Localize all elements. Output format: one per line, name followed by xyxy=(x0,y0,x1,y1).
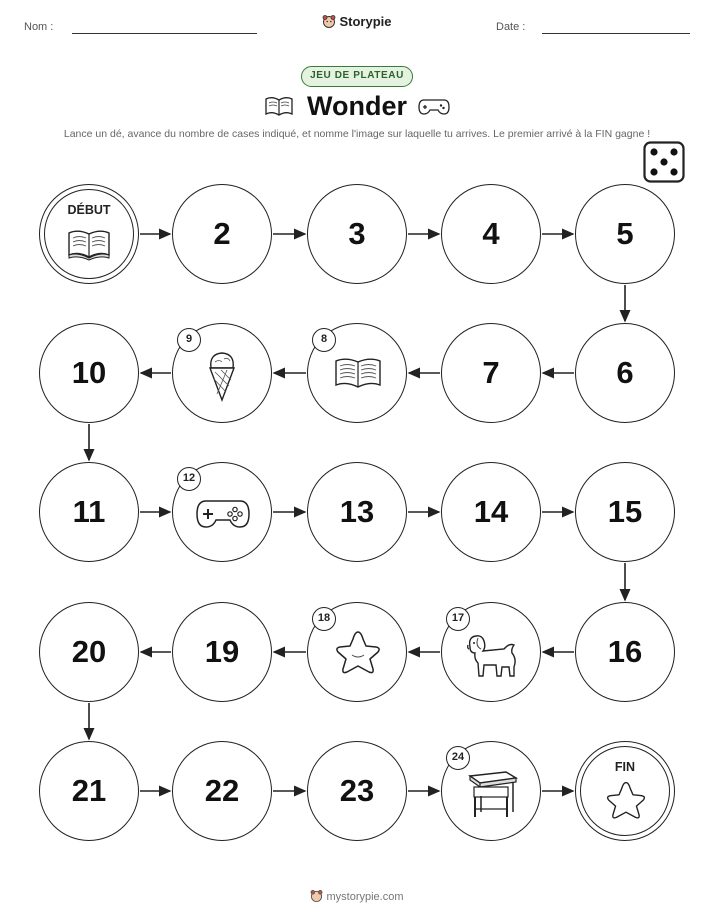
cell-number-badge: 18 xyxy=(312,607,336,631)
board-cell-3: 3 xyxy=(307,184,407,284)
game-type-badge: JEU DE PLATEAU xyxy=(301,66,413,87)
board-cell-6: 6 xyxy=(575,323,675,423)
book-icon xyxy=(333,355,383,396)
cell-number-badge: 9 xyxy=(177,328,201,352)
board-cell-20: 20 xyxy=(39,602,139,702)
board-cell-4: 4 xyxy=(441,184,541,284)
board-cell-18 xyxy=(307,602,407,702)
board-cell-10: 10 xyxy=(39,323,139,423)
board-cell-end xyxy=(575,741,675,841)
instructions: Lance un dé, avance du nombre de cases indiqué, et nomme l'image sur laquelle tu arrives. Le premier arrivé à la FIN gagne ! xyxy=(63,128,651,140)
footer-url: mystorypie.com xyxy=(326,891,404,903)
storypie-logo-icon xyxy=(310,889,323,902)
gamepad-icon xyxy=(195,497,251,534)
ice-cream-icon xyxy=(207,348,237,409)
cell-number-badge: 17 xyxy=(446,607,470,631)
book-icon xyxy=(66,227,112,266)
board-cell-12 xyxy=(172,462,272,562)
board-cell-16: 16 xyxy=(575,602,675,702)
name-label: Nom : xyxy=(24,21,54,33)
board-cell-15: 15 xyxy=(575,462,675,562)
page-title: Wonder xyxy=(307,91,407,121)
board-cell-8 xyxy=(307,323,407,423)
date-label: Date : xyxy=(496,21,526,33)
board-cell-11: 11 xyxy=(39,462,139,562)
board-cell-13: 13 xyxy=(307,462,407,562)
footer xyxy=(0,889,714,903)
board-cell-5: 5 xyxy=(575,184,675,284)
cell-number-badge: 24 xyxy=(446,746,470,770)
board-cell-17 xyxy=(441,602,541,702)
end-label: FIN xyxy=(614,760,636,774)
school-desk-icon xyxy=(466,768,520,825)
board-cell-19: 19 xyxy=(172,602,272,702)
board-cell-14: 14 xyxy=(441,462,541,562)
board-cell-start xyxy=(39,184,139,284)
start-label: DÉBUT xyxy=(67,203,111,217)
brand-name: Storypie xyxy=(339,14,392,29)
board-cell-23: 23 xyxy=(307,741,407,841)
board-cell-2: 2 xyxy=(172,184,272,284)
dog-icon xyxy=(464,629,522,684)
star-icon xyxy=(605,780,647,825)
cell-number-badge: 8 xyxy=(312,328,336,352)
star-icon xyxy=(334,629,382,680)
board-cell-7: 7 xyxy=(441,323,541,423)
board-cell-9 xyxy=(172,323,272,423)
board-cell-24 xyxy=(441,741,541,841)
board-cell-22: 22 xyxy=(172,741,272,841)
board-cell-21: 21 xyxy=(39,741,139,841)
cell-number-badge: 12 xyxy=(177,467,201,491)
